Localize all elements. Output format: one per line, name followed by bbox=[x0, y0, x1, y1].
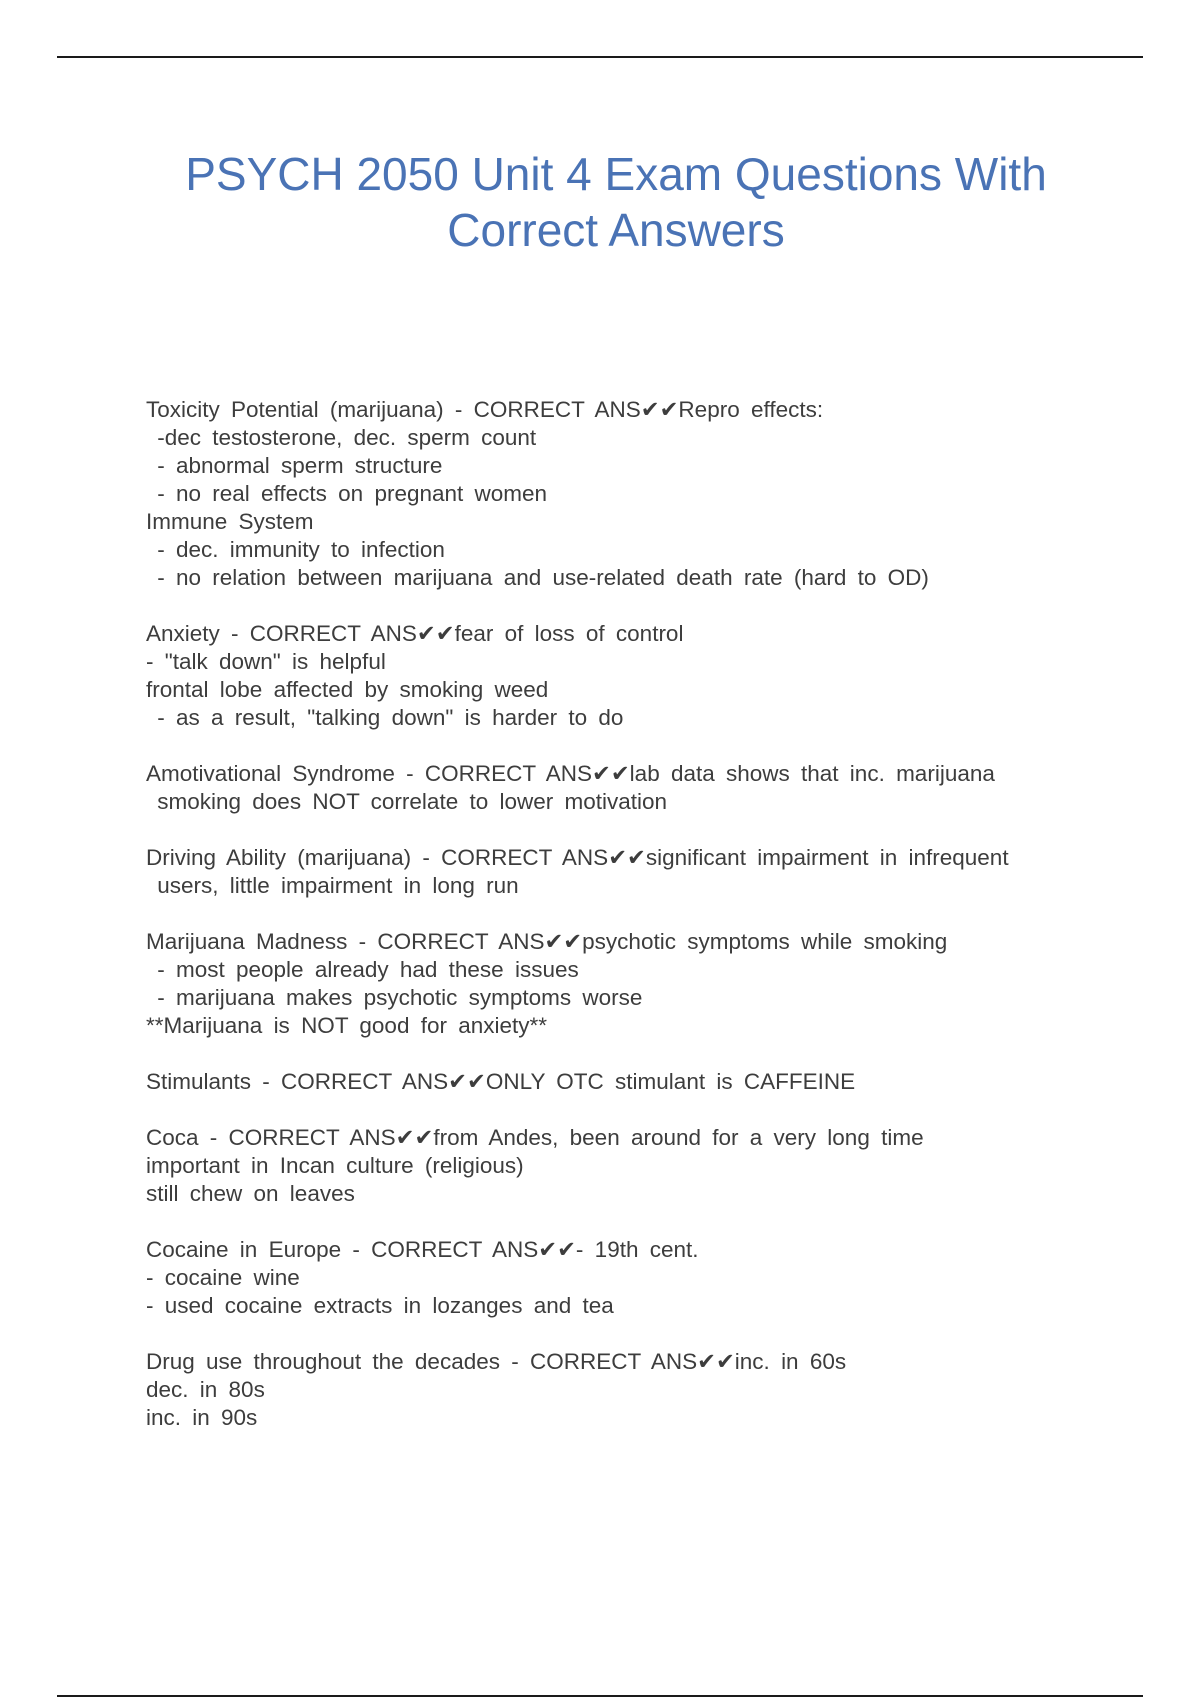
qa-line: -dec testosterone, dec. sperm count bbox=[146, 425, 537, 450]
header-rule bbox=[57, 56, 1143, 58]
qa-line: - dec. immunity to infection bbox=[146, 537, 445, 562]
qa-line: - as a result, "talking down" is harder to do bbox=[146, 705, 624, 730]
qa-line: **Marijuana is NOT good for anxiety** bbox=[146, 1013, 548, 1038]
qa-line: dec. in 80s bbox=[146, 1377, 265, 1402]
qa-line: - no relation between marijuana and use-related death rate (hard to OD) bbox=[146, 565, 929, 590]
qa-line: Coca - CORRECT ANS✔✔from Andes, been around for a very long time bbox=[146, 1125, 924, 1150]
title-line-1: PSYCH 2050 Unit 4 Exam Questions With bbox=[185, 148, 1047, 200]
qa-line: still chew on leaves bbox=[146, 1181, 355, 1206]
qa-line: Marijuana Madness - CORRECT ANS✔✔psychotic symptoms while smoking bbox=[146, 929, 948, 954]
qa-line: inc. in 90s bbox=[146, 1405, 258, 1430]
qa-entry-anxiety bbox=[146, 620, 1146, 732]
qa-line: users, little impairment in long run bbox=[146, 873, 519, 898]
qa-entry-toxicity-potential bbox=[146, 396, 1146, 592]
qa-entry-drug-use-decades bbox=[146, 1348, 1146, 1432]
qa-line: - most people already had these issues bbox=[146, 957, 579, 982]
qa-list bbox=[146, 396, 1146, 1460]
qa-entry-amotivational-syndrome bbox=[146, 760, 1146, 816]
qa-line: Driving Ability (marijuana) - CORRECT ANS✔✔significant impairment in infrequent bbox=[146, 845, 1009, 870]
qa-entry-cocaine-in-europe bbox=[146, 1236, 1146, 1320]
qa-entry-marijuana-madness bbox=[146, 928, 1146, 1040]
qa-line: Stimulants - CORRECT ANS✔✔ONLY OTC stimulant is CAFFEINE bbox=[146, 1069, 856, 1094]
qa-line: - no real effects on pregnant women bbox=[146, 481, 548, 506]
qa-line: - marijuana makes psychotic symptoms worse bbox=[146, 985, 643, 1010]
qa-line: Anxiety - CORRECT ANS✔✔fear of loss of control bbox=[146, 621, 684, 646]
qa-line: smoking does NOT correlate to lower motivation bbox=[146, 789, 668, 814]
qa-line: Immune System bbox=[146, 509, 314, 534]
qa-line: - cocaine wine bbox=[146, 1265, 300, 1290]
qa-line: Amotivational Syndrome - CORRECT ANS✔✔lab data shows that inc. marijuana bbox=[146, 761, 995, 786]
qa-entry-coca bbox=[146, 1124, 1146, 1208]
document-title bbox=[100, 146, 1132, 258]
qa-line: Toxicity Potential (marijuana) - CORRECT ANS✔✔Repro effects: bbox=[146, 397, 824, 422]
title-line-2: Correct Answers bbox=[447, 204, 785, 256]
qa-line: frontal lobe affected by smoking weed bbox=[146, 677, 549, 702]
qa-entry-stimulants bbox=[146, 1068, 1146, 1096]
qa-line: - abnormal sperm structure bbox=[146, 453, 443, 478]
qa-entry-driving-ability bbox=[146, 844, 1146, 900]
qa-line: Drug use throughout the decades - CORRECT ANS✔✔inc. in 60s bbox=[146, 1349, 847, 1374]
qa-line: - used cocaine extracts in lozanges and tea bbox=[146, 1293, 614, 1318]
qa-line: important in Incan culture (religious) bbox=[146, 1153, 524, 1178]
qa-line: Cocaine in Europe - CORRECT ANS✔✔- 19th cent. bbox=[146, 1237, 699, 1262]
qa-line: - "talk down" is helpful bbox=[146, 649, 386, 674]
footer-rule bbox=[57, 1695, 1143, 1697]
